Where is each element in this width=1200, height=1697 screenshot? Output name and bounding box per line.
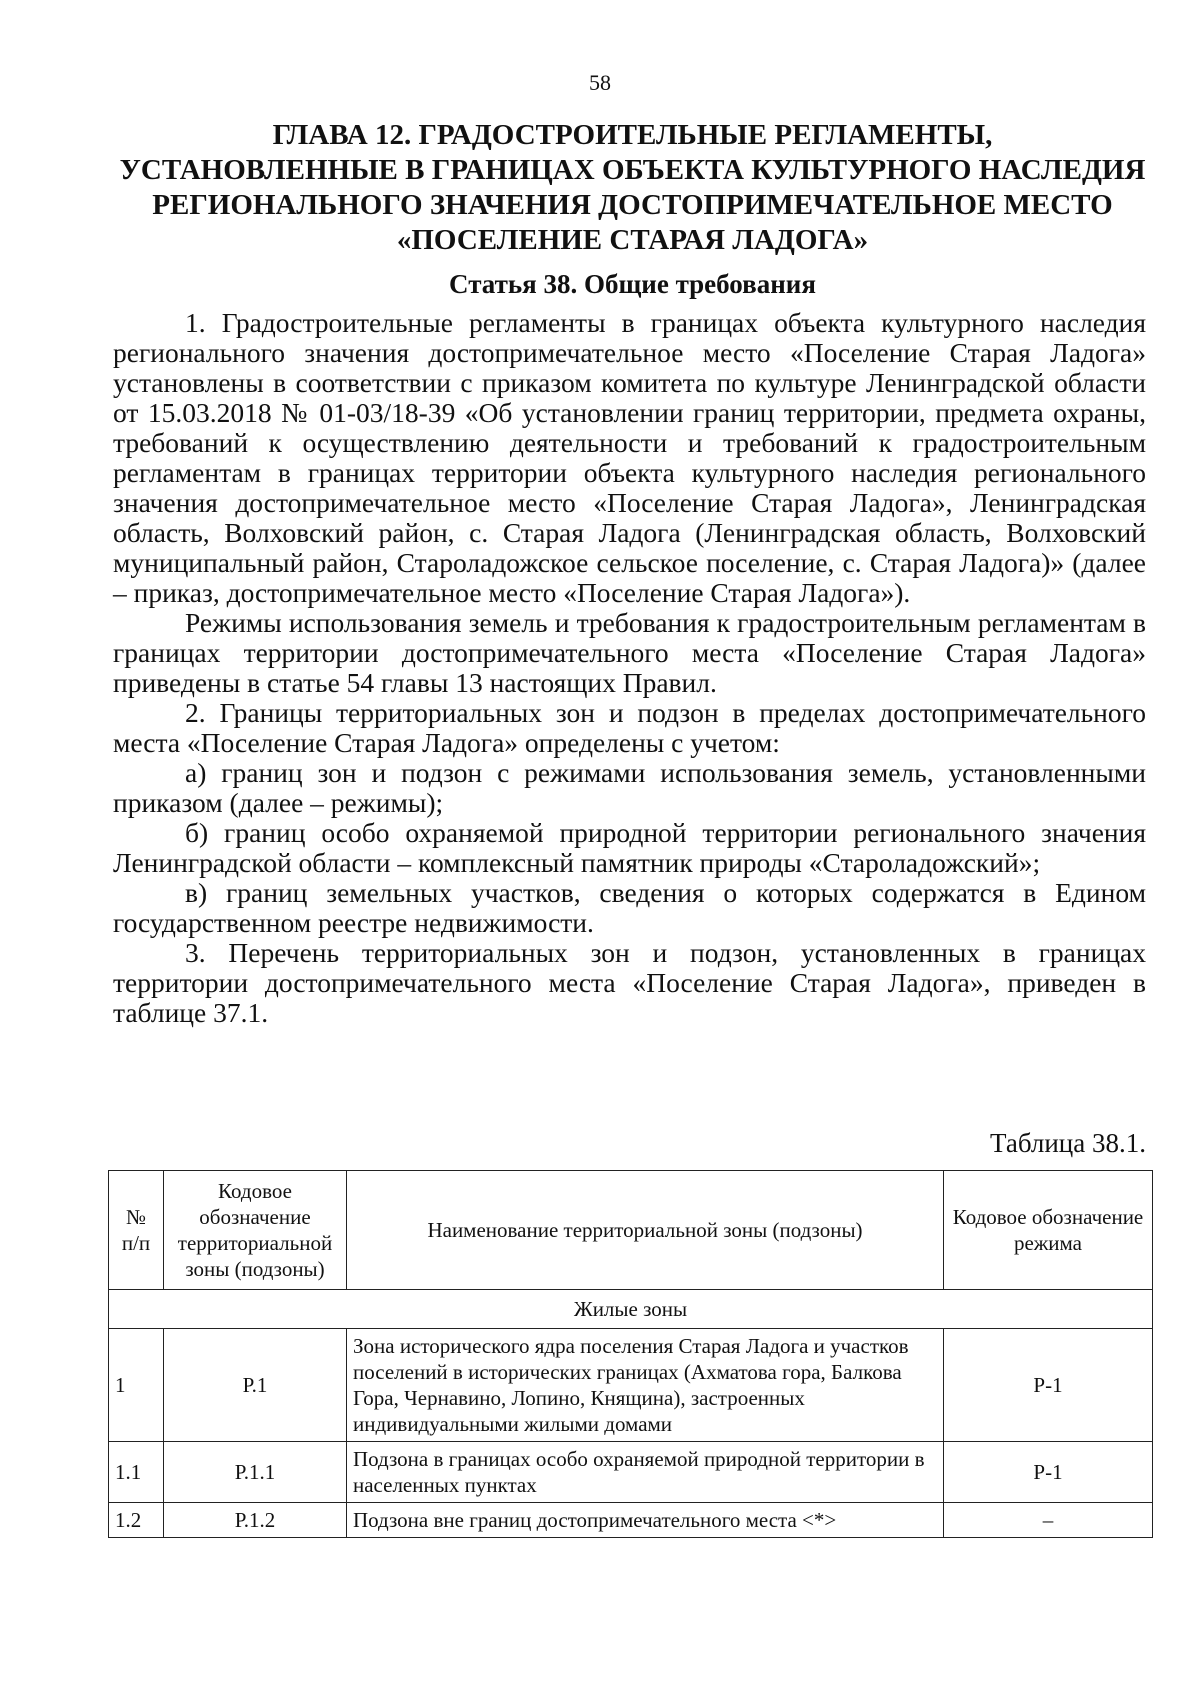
header-num: № п/п: [109, 1171, 164, 1290]
table-row: [109, 1442, 1153, 1503]
article-body: [113, 308, 1146, 1028]
paragraph: Режимы использования земель и требования к градостроительным регламентам в границах территории достопримечательного места «Поселение Старая Ладога» приведены в статье 54 главы 13 настоящих Правил.: [113, 607, 1146, 698]
article-title: Статья 38. Общие требования: [449, 269, 816, 299]
header-name: Наименование территориальной зоны (подзоны): [347, 1171, 944, 1290]
cell-code: Р.1: [164, 1329, 347, 1442]
group-label: Жилые зоны: [109, 1290, 1153, 1329]
cell-num: 1.2: [109, 1503, 164, 1538]
paragraph: 2. Границы территориальных зон и подзон в пределах достопримечательного места «Поселение Старая Ладога» определены с учетом:: [113, 697, 1146, 758]
zones-table: [108, 1170, 1153, 1538]
cell-num: 1.1: [109, 1442, 164, 1503]
chapter-title-line: УСТАНОВЛЕННЫЕ В ГРАНИЦАХ ОБЪЕКТА КУЛЬТУРНОГО НАСЛЕДИЯ: [119, 154, 1146, 186]
cell-regime: Р-1: [944, 1442, 1153, 1503]
cell-regime: –: [944, 1503, 1153, 1538]
chapter-title-line: ГЛАВА 12. ГРАДОСТРОИТЕЛЬНЫЕ РЕГЛАМЕНТЫ,: [272, 119, 993, 151]
table-caption: Таблица 38.1.: [990, 1128, 1146, 1158]
cell-code: Р.1.2: [164, 1503, 347, 1538]
chapter-title-line: РЕГИОНАЛЬНОГО ЗНАЧЕНИЯ ДОСТОПРИМЕЧАТЕЛЬНОЕ МЕСТО: [152, 189, 1113, 221]
cell-name: Подзона вне границ достопримечательного места <*>: [347, 1503, 944, 1538]
page-number: 58: [589, 70, 611, 95]
paragraph: 3. Перечень территориальных зон и подзон, установленных в границах территории достопримечательного места «Поселение Старая Ладога», приведен в таблице 37.1.: [113, 937, 1146, 1028]
cell-regime: Р-1: [944, 1329, 1153, 1442]
cell-name: Подзона в границах особо охраняемой природной территории в населенных пунктах: [347, 1442, 944, 1503]
table-row: [109, 1503, 1153, 1538]
paragraph: в) границ земельных участков, сведения о которых содержатся в Едином государственном реестре недвижимости.: [113, 877, 1146, 938]
table-group-row: [109, 1290, 1153, 1329]
header-regime: Кодовое обозначение режима: [944, 1171, 1153, 1290]
chapter-title-line: «ПОСЕЛЕНИЕ СТАРАЯ ЛАДОГА»: [396, 224, 869, 256]
table-row: [109, 1329, 1153, 1442]
cell-num: 1: [109, 1329, 164, 1442]
paragraph: 1. Градостроительные регламенты в границах объекта культурного наследия регионального значения достопримечательное место «Поселение Старая Ладога» установлены в соответствии с приказом комитета по культуре Ленинградской области от 15.03.2018 № 01-03/18-39 «Об установлении границ территории, предмета охраны, требований к осуществлению деятельности и требований к градостроительным регламентам в границах территории объекта культурного наследия регионального значения достопримечательное место «Поселение Старая Ладога», Ленинградская область, Волховский район, с. Старая Ладога (Ленинградская область, Волховский муниципальный район, Староладожское сельское поселение, с. Старая Ладога)» (далее – приказ, достопримечательное место «Поселение Старая Ладога»).: [113, 307, 1146, 608]
cell-name: Зона исторического ядра поселения Старая Ладога и участков поселений в исторических границах (Ахматова гора, Балкова Гора, Чернавино, Лопино, Княщина), застроенных индивидуальными жилыми домами: [347, 1329, 944, 1442]
table-header-row: [109, 1171, 1153, 1290]
paragraph: а) границ зон и подзон с режимами использования земель, установленными приказом (далее – режимы);: [113, 757, 1146, 818]
paragraph: б) границ особо охраняемой природной территории регионального значения Ленинградской области – комплексный памятник природы «Староладожский»;: [113, 817, 1146, 878]
chapter-title: [110, 118, 1155, 258]
cell-code: Р.1.1: [164, 1442, 347, 1503]
header-code: Кодовое обозначение территориальной зоны (подзоны): [164, 1171, 347, 1290]
